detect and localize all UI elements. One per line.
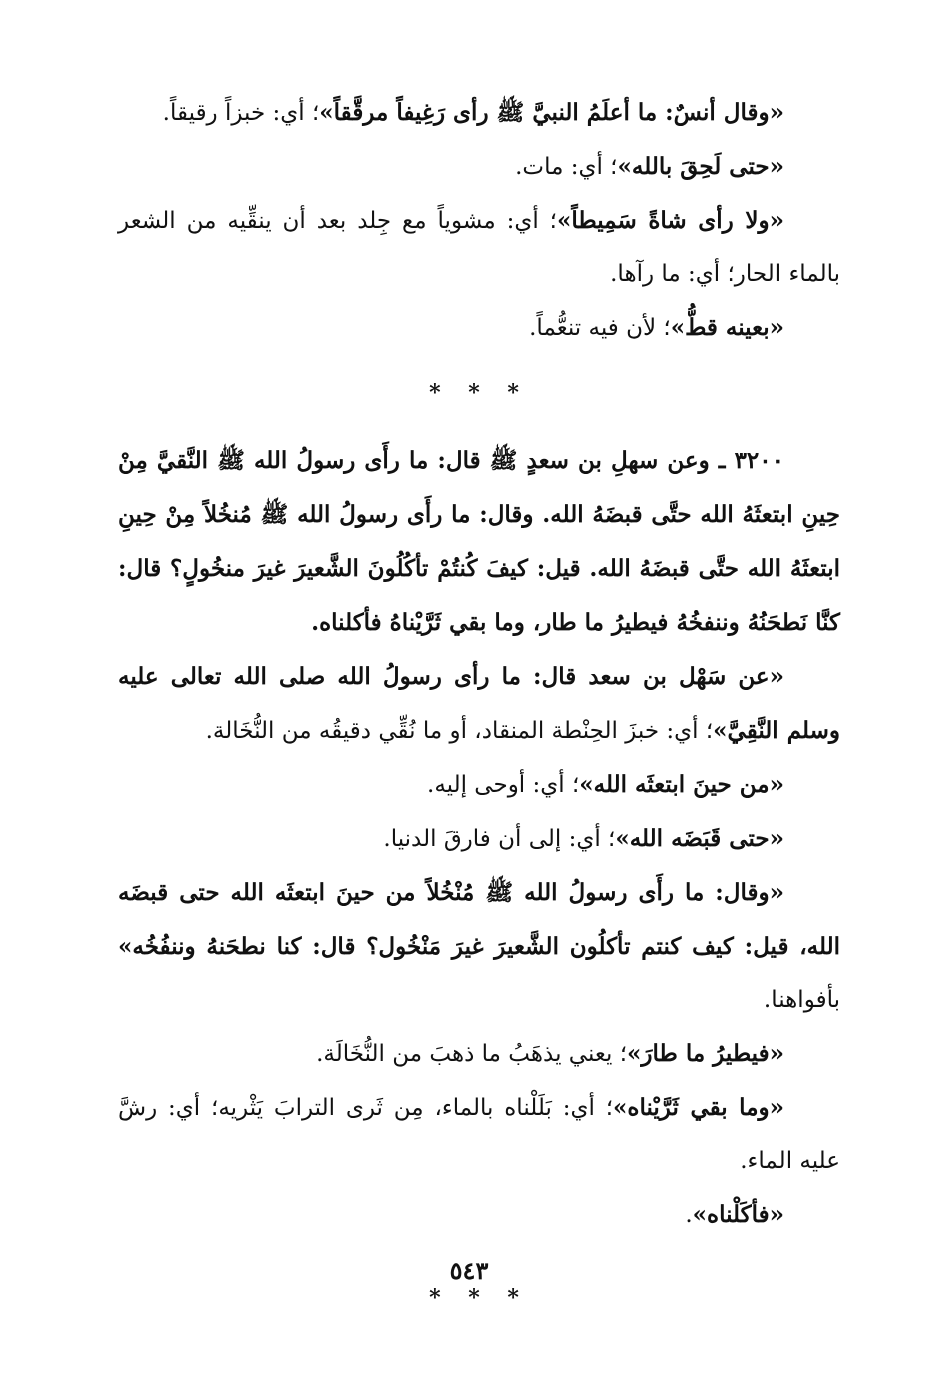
commentary-paragraph xyxy=(118,194,840,301)
page-body xyxy=(118,86,840,1339)
commentary-paragraph xyxy=(118,140,840,194)
section-1 xyxy=(118,86,840,355)
quoted-text: «ولا رأى شاةً سَمِيطاً» xyxy=(556,207,784,234)
quoted-text: «فيطيرُ ما طارَ» xyxy=(627,1040,784,1067)
commentary-paragraph xyxy=(118,1081,840,1188)
commentary-paragraph xyxy=(118,758,840,812)
quoted-text: «حتى قَبَضَه الله» xyxy=(615,825,784,852)
explanation-text: ؛ أي: خبزاً رقيقاً. xyxy=(162,100,320,126)
section-separator: * * * xyxy=(429,380,529,406)
commentary-paragraph xyxy=(118,301,840,355)
explanation-text: ؛ أي: بَلَلْناه بالماء، مِن ثَرى الترابَ يَثْريه؛ أي: رشَّ عليه الماء. xyxy=(118,1095,840,1174)
commentary-paragraph xyxy=(118,812,840,866)
section-2 xyxy=(118,434,840,1242)
explanation-text: بأفواهنا. xyxy=(763,987,840,1013)
explanation-text: ؛ لأن فيه تنعُّماً. xyxy=(529,315,671,341)
quoted-text: «حتى لَحِقَ بالله» xyxy=(617,153,784,180)
quoted-text: «عن سَهْل بن سعد قال: ما رأى رسولُ الله صلى الله تعالى عليه وسلم النَّقِيَّ» xyxy=(118,663,840,744)
explanation-text: ؛ أي: مشوياً مع جِلد بعد أن ينقِّيه من الشعر بالماء الحار؛ أي: ما رآها. xyxy=(118,208,840,287)
quoted-text: «وقال أنسٌ: ما أعلَمُ النبيَّ ﷺ رأى رَغِيفاً مرقَّقاً» xyxy=(319,99,784,126)
commentary-paragraph xyxy=(118,866,840,1027)
explanation-text: ؛ أي: أوحى إليه. xyxy=(427,772,580,798)
page-number: ٥٤٣ xyxy=(449,1256,489,1285)
section-separator: * * * xyxy=(429,1285,529,1311)
explanation-text: . xyxy=(685,1202,693,1228)
explanation-text: ؛ يعني يذهَبُ ما ذهبَ من النُّخَالَة. xyxy=(316,1041,628,1067)
commentary-paragraph xyxy=(118,1188,840,1242)
commentary-paragraph xyxy=(118,86,840,140)
commentary-paragraph xyxy=(118,1027,840,1081)
quoted-text: «فأكَلْناه» xyxy=(692,1201,784,1228)
quoted-text: «بعينه قطُّ» xyxy=(670,314,784,341)
explanation-text: ؛ أي: خبزَ الحِنْطة المنقاد، أو ما نُقِّي دقيقُه من النُّخَالة. xyxy=(205,718,714,744)
quoted-text: «وما بقي ثَرَّيْناه» xyxy=(613,1094,784,1121)
commentary-paragraph xyxy=(118,650,840,758)
explanation-text: ؛ أي: إلى أن فارقَ الدنيا. xyxy=(383,826,616,852)
quoted-text: «وقال: ما رأَى رسولُ الله ﷺ مُنْخُلاً من حينَ ابتعثَه الله حتى قبضَه الله، قيل: كيف كنتم تأكلُون الشَّعيرَ غيرَ مَنْخُول؟ قال: كنا نطحَنهُ وننفُخُه» xyxy=(118,879,840,960)
quoted-text: «من حينَ ابتعثَه الله» xyxy=(579,771,784,798)
hadith-text: ٣٢٠٠ ـ وعن سهلِ بن سعدٍ ﷺ قال: ما رأَى رسولُ الله ﷺ النَّقيَّ مِنْ حِينِ ابتعثَهُ الله حتَّى قبضَهُ الله. وقال: ما رأَى رسولُ الله ﷺ مُنخُلاً مِنْ حِينِ ابتعثَهُ الله حتَّى قبضَهُ الله. قيل: كيفَ كُنتُمْ تأكُلُونَ الشَّعيرَ غيرَ منخُولٍ؟ قال: كنَّا نَطحَنُهُ وننفخُهُ فيطيرُ ما طار، وما بقي ثَرَّيْناهُ فأكلناه. xyxy=(118,447,840,636)
hadith-paragraph xyxy=(118,434,840,650)
explanation-text: ؛ أي: مات. xyxy=(515,154,618,180)
